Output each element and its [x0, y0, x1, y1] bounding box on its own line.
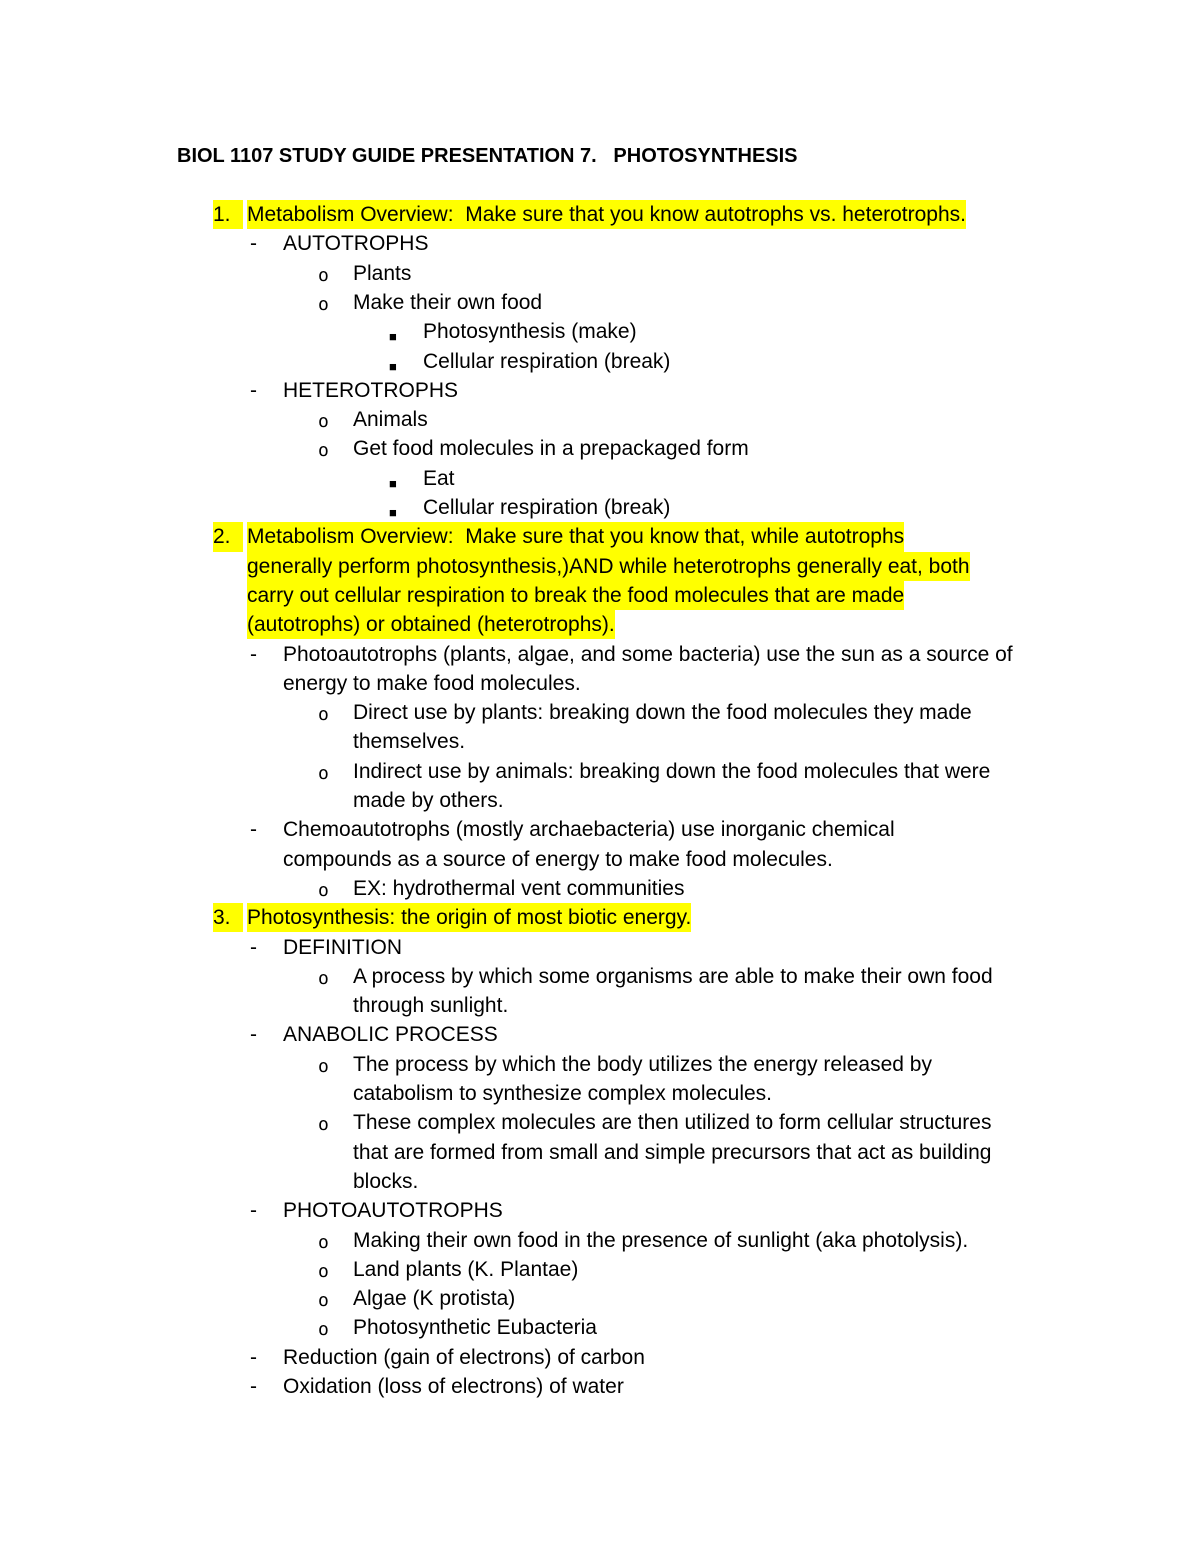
sub-sub-list-item: Eat: [423, 466, 455, 490]
circle-bullet: o: [318, 879, 329, 901]
dash-bullet: -: [250, 1345, 257, 1369]
section-number: 3.: [213, 903, 243, 932]
list-item: ANABOLIC PROCESS: [283, 1023, 498, 1047]
circle-bullet: o: [318, 264, 329, 286]
sub-list-item: Make their own food: [353, 290, 543, 314]
circle-bullet: o: [318, 1231, 329, 1253]
sub-list-item: Algae (K protista): [353, 1287, 516, 1311]
section-number: 1.: [213, 200, 243, 229]
sub-list-item: Indirect use by animals: breaking down the food molecules that were: [353, 759, 991, 783]
circle-bullet: o: [318, 1055, 329, 1077]
sub-list-item: These complex molecules are then utilized to form cellular structures: [353, 1111, 992, 1135]
sub-list-item: Direct use by plants: breaking down the food molecules they made: [353, 701, 972, 725]
circle-bullet: o: [318, 293, 329, 315]
sub-sub-list-item: Photosynthesis (make): [423, 320, 637, 344]
dash-bullet: -: [250, 232, 257, 256]
sub-list-item: Photosynthetic Eubacteria: [353, 1316, 597, 1340]
section-heading: Metabolism Overview: Make sure that you know autotrophs vs. heterotrophs.: [247, 200, 966, 229]
list-item: AUTOTROPHS: [283, 232, 429, 256]
document-title: BIOL 1107 STUDY GUIDE PRESENTATION 7. PHOTOSYNTHESIS: [177, 145, 798, 167]
dash-bullet: -: [250, 1023, 257, 1047]
sub-sub-list-item: Cellular respiration (break): [423, 496, 671, 519]
circle-bullet: o: [318, 1114, 329, 1136]
sub-sub-list-item: Cellular respiration (break): [423, 349, 671, 373]
list-item: DEFINITION: [283, 935, 402, 959]
list-item: PHOTOAUTOTROPHS: [283, 1199, 503, 1223]
dash-bullet: -: [250, 642, 257, 666]
circle-bullet: o: [318, 411, 329, 433]
sub-list-item: catabolism to synthesize complex molecules.: [353, 1082, 773, 1105]
section-heading: Photosynthesis: the origin of most biotic energy.: [247, 903, 691, 932]
section-heading: Metabolism Overview: Make sure that you know that, while autotrophs: [247, 522, 904, 551]
circle-bullet: o: [318, 704, 329, 726]
sub-list-item: The process by which the body utilizes the energy released by: [353, 1052, 932, 1076]
circle-bullet: o: [318, 440, 329, 462]
sub-list-item: Plants: [353, 261, 412, 285]
sub-list-item: EX: hydrothermal vent communities: [353, 876, 685, 900]
list-item: Photoautotrophs (plants, algae, and some bacteria) use the sun as a source of: [283, 642, 1013, 666]
section-heading: generally perform photosynthesis,)AND while heterotrophs generally eat, both: [247, 552, 970, 581]
circle-bullet: o: [318, 762, 329, 784]
circle-bullet: o: [318, 1260, 329, 1282]
list-item: Oxidation (loss of electrons) of water: [283, 1375, 624, 1398]
sub-list-item: blocks.: [353, 1169, 419, 1193]
list-item: compounds as a source of energy to make food molecules.: [283, 847, 833, 871]
list-item: energy to make food molecules.: [283, 671, 581, 695]
sub-list-item: Making their own food in the presence of sunlight (aka photolysis).: [353, 1228, 969, 1252]
square-bullet: ■: [389, 505, 397, 520]
dash-bullet: -: [250, 1375, 257, 1398]
square-bullet: ■: [389, 475, 397, 491]
sub-list-item: A process by which some organisms are able to make their own food: [353, 964, 993, 988]
section-heading: (autotrophs) or obtained (heterotrophs).: [247, 610, 615, 639]
sub-list-item: made by others.: [353, 789, 504, 812]
sub-list-item: themselves.: [353, 730, 466, 754]
square-bullet: ■: [389, 358, 397, 374]
list-item: Chemoautotrophs (mostly archaebacteria) use inorganic chemical: [283, 818, 895, 842]
sub-list-item: Land plants (K. Plantae): [353, 1257, 579, 1281]
sub-list-item: Animals: [353, 408, 428, 432]
dash-bullet: -: [250, 1199, 257, 1223]
circle-bullet: o: [318, 967, 329, 989]
section-heading: carry out cellular respiration to break the food molecules that are made: [247, 581, 904, 610]
sub-list-item: that are formed from small and simple precursors that act as building: [353, 1140, 992, 1164]
circle-bullet: o: [318, 1290, 329, 1312]
circle-bullet: o: [318, 1319, 329, 1341]
list-item: Reduction (gain of electrons) of carbon: [283, 1345, 645, 1369]
dash-bullet: -: [250, 378, 257, 402]
square-bullet: ■: [389, 329, 397, 345]
list-item: HETEROTROPHS: [283, 378, 459, 402]
sub-list-item: Get food molecules in a prepackaged form: [353, 437, 749, 461]
dash-bullet: -: [250, 818, 257, 842]
section-number: 2.: [213, 522, 243, 551]
sub-list-item: through sunlight.: [353, 994, 509, 1018]
dash-bullet: -: [250, 935, 257, 959]
